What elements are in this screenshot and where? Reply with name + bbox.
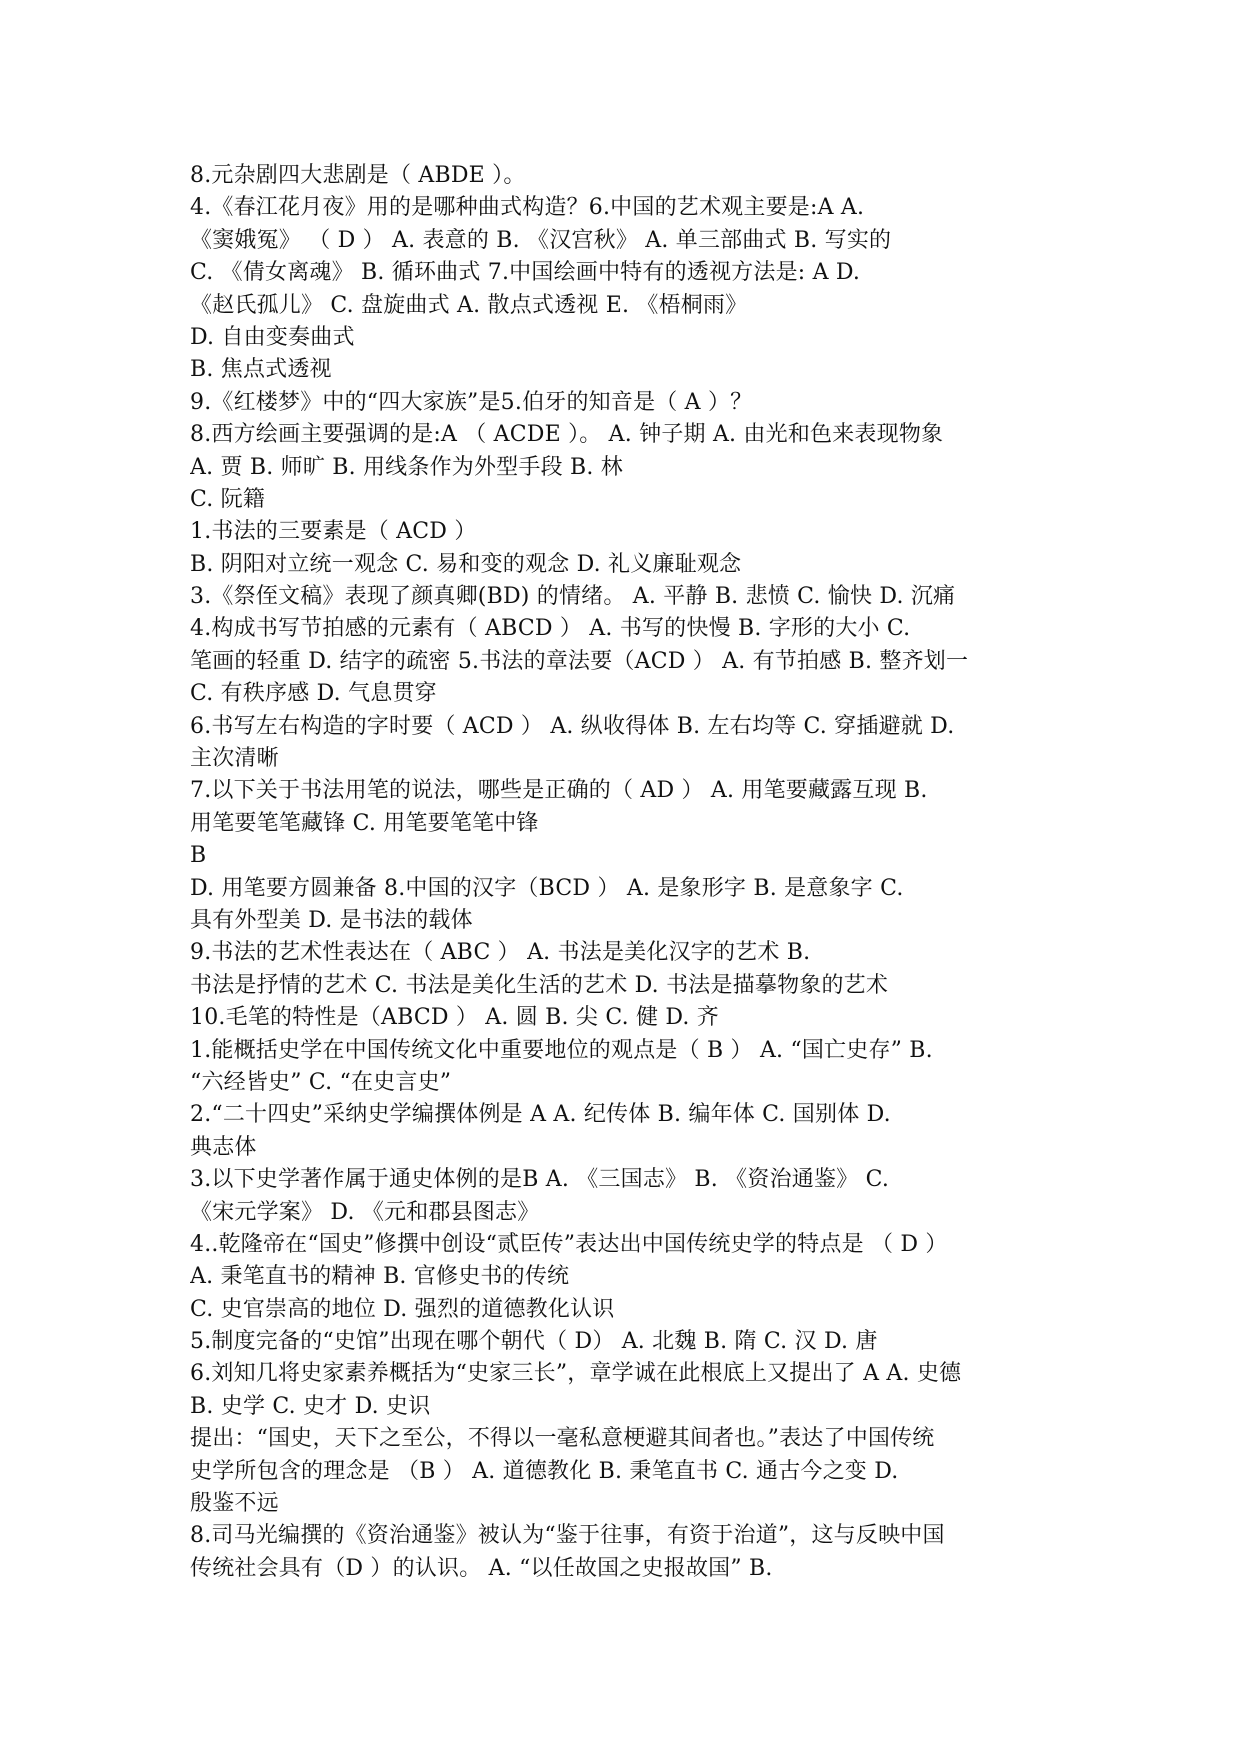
text-line: 8.元杂剧四大悲剧是（ ABDE ）。 <box>190 163 526 188</box>
text-line: B. 焦点式透视 <box>190 357 332 383</box>
text-line: 典志体 <box>190 1134 257 1160</box>
text-line: 主次清晰 <box>190 746 279 772</box>
text-line: A. 秉笔直书的精神 B. 官修史书的传统 <box>190 1264 570 1290</box>
text-line: 提出：“国史，天下之至公，不得以一毫私意梗避其间者也。”表达了中国传统 <box>190 1426 935 1452</box>
text-line: 具有外型美 D. 是书法的载体 <box>190 907 473 933</box>
text-line: 传统社会具有（D ）的认识。 A. “以任故国之史报故国” B. <box>190 1555 773 1581</box>
text-line: 7.以下关于书法用笔的说法，哪些是正确的（ AD ） A. 用笔要藏露互现 B. <box>190 778 928 804</box>
text-line: 10.毛笔的特性是（ABCD ） A. 圆 B. 尖 C. 健 D. 齐 <box>190 1005 719 1031</box>
text-line: 2.“二十四史”采纳史学编撰体例是 A A. 纪传体 B. 编年体 C. 国别体 D. <box>190 1102 891 1128</box>
text-line: C. 阮籍 <box>190 486 266 512</box>
text-line: 《赵氏孤儿》 C. 盘旋曲式 A. 散点式透视 E. 《梧桐雨》 <box>190 292 748 318</box>
text-line: 书法是抒情的艺术 C. 书法是美化生活的艺术 D. 书法是描摹物象的艺术 <box>190 972 889 998</box>
text-line: 8.司马光编撰的《资治通鉴》被认为“鉴于往事，有资于治道”，这与反映中国 <box>190 1523 945 1549</box>
text-line: 5.制度完备的“史馆”出现在哪个朝代（ D） A. 北魏 B. 隋 C. 汉 D. 唐 <box>190 1329 878 1355</box>
text-line: 3.《祭侄文稿》表现了颜真卿(BD) 的情绪。 A. 平静 B. 悲愤 C. 愉快 D. 沉痛 <box>190 584 956 610</box>
text-line: 4.构成书写节拍感的元素有（ ABCD ） A. 书写的快慢 B. 字形的大小 C. <box>190 616 911 642</box>
text-line: D. 自由变奏曲式 <box>190 324 355 350</box>
text-line: 4..乾隆帝在“国史”修撰中创设“贰臣传”表达出中国传统史学的特点是 （ D ） <box>190 1231 948 1257</box>
text-line: 殷鉴不远 <box>190 1491 279 1517</box>
text-line: 笔画的轻重 D. 结字的疏密 5.书法的章法要（ACD ） A. 有节拍感 B. 整齐划一 <box>190 648 969 674</box>
text-line: A. 贾 B. 师旷 B. 用线条作为外型手段 B. 林 <box>190 454 623 480</box>
text-line: 3.以下史学著作属于通史体例的是B A. 《三国志》 B. 《资治通鉴》 C. <box>190 1167 890 1193</box>
text-line: 1.书法的三要素是（ ACD ） <box>190 519 477 545</box>
text-line: 9.书法的艺术性表达在（ ABC ） A. 书法是美化汉字的艺术 B. <box>190 940 811 966</box>
text-line: B. 史学 C. 史才 D. 史识 <box>190 1393 431 1419</box>
text-line: 用笔要笔笔藏锋 C. 用笔要笔笔中锋 <box>190 810 539 836</box>
text-line: C. 有秩序感 D. 气息贯穿 <box>190 681 437 707</box>
text-line: 4.《春江花月夜》用的是哪种曲式构造？6.中国的艺术观主要是:A A. <box>190 195 865 221</box>
text-line: 史学所包含的理念是 （B ） A. 道德教化 B. 秉笔直书 C. 通古今之变 D. <box>190 1458 899 1484</box>
text-line: B. 阴阳对立统一观念 C. 易和变的观念 D. 礼义廉耻观念 <box>190 551 742 577</box>
text-line: B <box>190 843 207 869</box>
text-line: D. 用笔要方圆兼备 8.中国的汉字（BCD ） A. 是象形字 B. 是意象字 C. <box>190 875 904 901</box>
text-line: 《宋元学案》 D. 《元和郡县图志》 <box>190 1199 540 1225</box>
text-line: 9.《红楼梦》中的“四大家族”是5.伯牙的知音是（ A ）？ <box>190 389 753 415</box>
text-line: 8.西方绘画主要强调的是:A （ ACDE ）。 A. 钟子期 A. 由光和色来表现物象 <box>190 422 944 448</box>
text-line: “六经皆史” C. “在史言史” <box>190 1069 452 1095</box>
text-line: 6.刘知几将史家素养概括为“史家三长”，章学诚在此根底上又提出了 A A. 史德 <box>190 1361 962 1387</box>
text-line: 6.书写左右构造的字时要（ ACD ） A. 纵收得体 B. 左右均等 C. 穿插避就 D. <box>190 713 955 739</box>
text-line: C. 史官崇高的地位 D. 强烈的道德教化认识 <box>190 1296 615 1322</box>
text-line: 1.能概括史学在中国传统文化中重要地位的观点是（ B ） A. “国亡史存” B. <box>190 1037 933 1063</box>
document-body <box>190 160 1070 1585</box>
text-line: 《窦娥冤》 （ D ） A. 表意的 B. 《汉宫秋》 A. 单三部曲式 B. 写实的 <box>190 227 892 253</box>
text-line: C. 《倩女离魂》 B. 循环曲式 7.中国绘画中特有的透视方法是: A D. <box>190 260 861 286</box>
